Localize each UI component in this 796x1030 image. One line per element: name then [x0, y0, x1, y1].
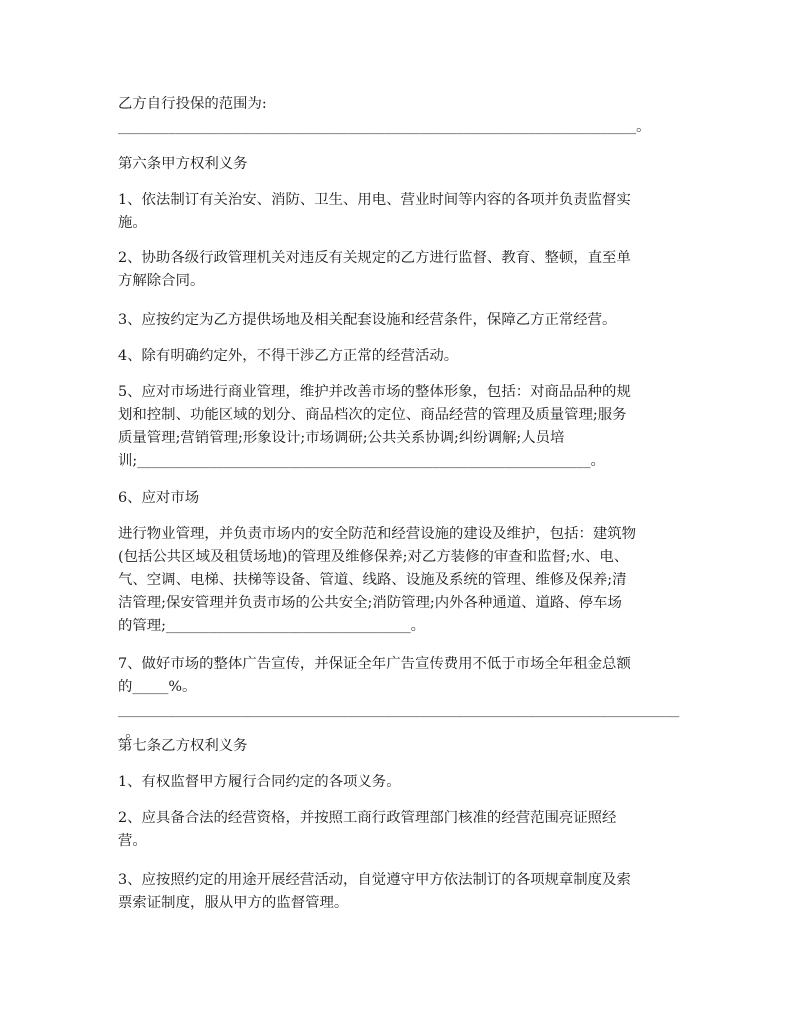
- paragraph-item: 1、有权监督甲方履行合同约定的各项义务。: [118, 774, 401, 790]
- paragraph-insurance-scope: 乙方自行投保的范围为: ________________________________________________________________________。: [118, 96, 651, 135]
- paragraph-item: 4、除有明确约定外，不得干涉乙方正常的经营活动。: [118, 348, 459, 364]
- paragraph-item: 6、应对市场: [118, 490, 200, 506]
- paragraph-item: 7、做好市场的整体广告宣传，并保证全年广告宣传费用不低于市场全年租金总额 的_____%。 _______________________________________________________________________________。: [118, 656, 680, 741]
- paragraph-item: 2、协助各级行政管理机关对违反有关规定的乙方进行监督、教育、整顿，直至单 方解除合同。: [118, 250, 631, 289]
- section-heading-article-7: 第七条乙方权利义务: [118, 738, 248, 754]
- paragraph-item: 2、应具备合法的经营资格，并按照工商行政管理部门核准的经营范围亮证照经 营。: [118, 810, 617, 849]
- paragraph-property-management: 进行物业管理，并负责市场内的安全防范和经营设施的建设及维护，包括：建筑物 (包括公共区域及租赁场地)的管理及维修保养;对乙方装修的审查和监督;水、电、 气、空调、电梯、扶梯等设备、管道、线路、设施及系统的管理、维修及保养;清 洁管理;保安管理并负责市场的公共安全;消防管理;内外各种通道、道路、停车场 的管理;__________________________________。: [118, 526, 637, 634]
- paragraph-item: 5、应对市场进行商业管理，维护并改善市场的整体形象，包括：对商品品种的规 划和控制、功能区域的划分、商品档次的定位、商品经营的管理及质量管理;服务 质量管理;营销管理;形象设计;市场调研;公共关系协调;纠纷调解;人员培 训;_______________________________________________________________。: [118, 384, 631, 469]
- paragraph-item: 3、应按照约定的用途开展经营活动，自觉遵守甲方依法制订的各项规章制度及索 票索证制度，服从甲方的监督管理。: [118, 872, 631, 911]
- paragraph-item: 1、依法制订有关治安、消防、卫生、用电、营业时间等内容的各项并负责监督实 施。: [118, 192, 631, 231]
- paragraph-item: 3、应按约定为乙方提供场地及相关配套设施和经营条件，保障乙方正常经营。: [118, 312, 617, 328]
- section-heading-article-6: 第六条甲方权利义务: [118, 156, 248, 172]
